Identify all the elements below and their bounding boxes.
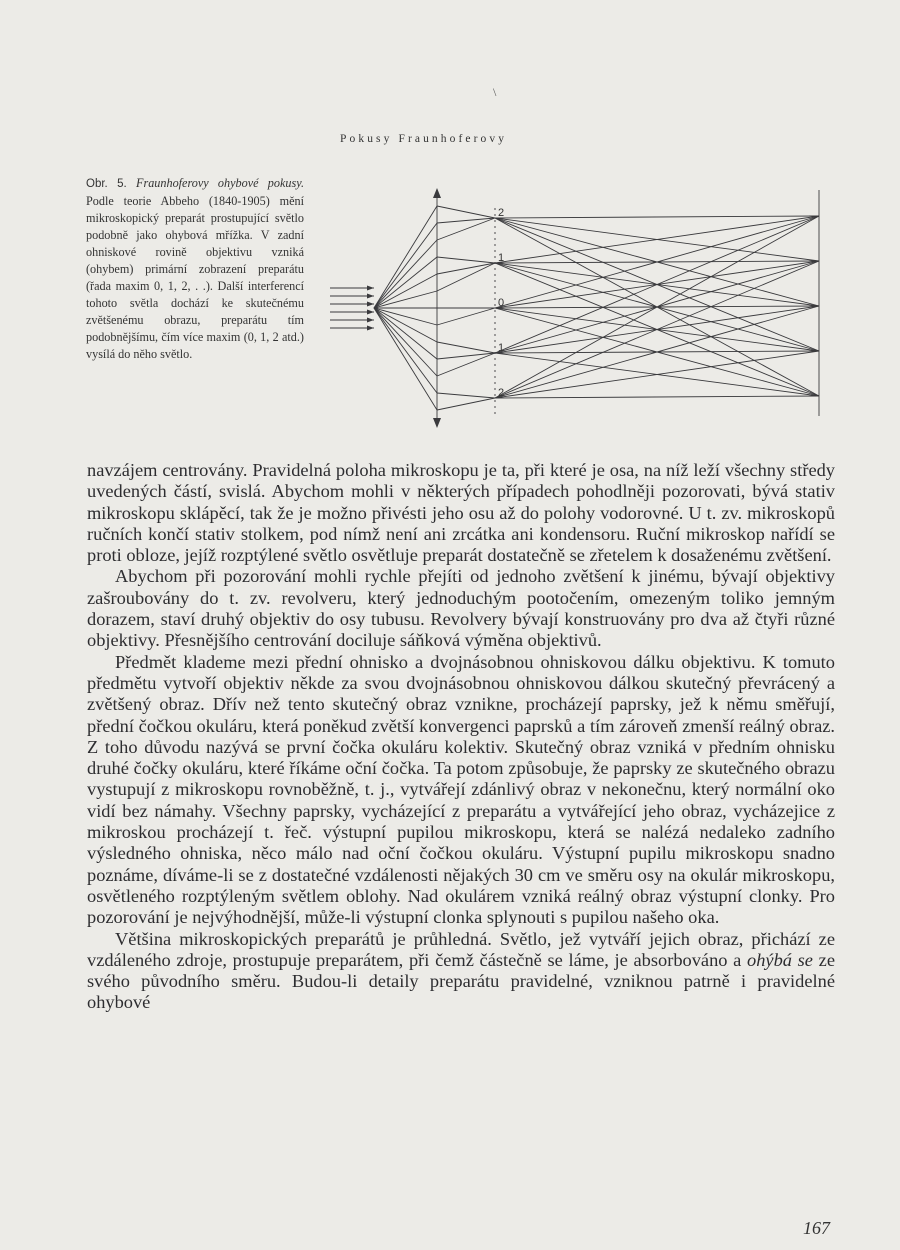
interference-ray [495, 216, 819, 263]
interference-ray [495, 396, 819, 398]
order-label: 1 [498, 252, 505, 264]
focused-ray [437, 393, 495, 398]
interference-ray [495, 261, 819, 398]
arrow-head-icon [433, 188, 441, 198]
page-number: 167 [803, 1218, 830, 1238]
focused-ray [437, 263, 495, 291]
interference-ray [495, 351, 819, 398]
diffracted-ray [374, 223, 437, 308]
diffracted-ray [374, 206, 437, 308]
order-label: 2 [498, 207, 505, 219]
focused-ray [437, 257, 495, 263]
focused-ray [437, 308, 495, 325]
interference-ray [495, 306, 819, 398]
interference-ray [495, 216, 819, 308]
paragraph: Abychom při pozorování mohli rychle přejíti od jednoho zvětšení k jinému, bývají objektivy zašroubovány do t. zv. revolveru, který jednoduchým pootočením, omezeným toliko jemným dorazem, staví druhý objektiv do osy tubusu. Revolvery bývají konstruovány pro dva až čtyři různé objektivy. Přesnějšího centrování dociluje sáňková výměna objektivů. [87, 566, 835, 651]
focused-ray [437, 263, 495, 274]
focused-ray [437, 342, 495, 353]
figure-caption [86, 175, 304, 363]
ray-arrow-icon [367, 286, 374, 291]
body-text [87, 460, 835, 1014]
diffracted-ray [374, 308, 437, 359]
diffraction-figure [322, 178, 832, 440]
diffracted-ray [374, 308, 437, 342]
order-label: 1 [498, 342, 505, 354]
emphasized-text: ohýbá se [747, 949, 813, 970]
diffracted-ray [374, 308, 437, 410]
ray-arrow-icon [367, 310, 374, 315]
ray-arrow-icon [367, 294, 374, 299]
paragraph-text: Většina mikroskopických preparátů je průhledná. Světlo, jež vytváří jejich obraz, přichází ze vzdáleného zdroje, prostupuje preparátem, při čemž částečně se láme, je absorbováno a [87, 928, 835, 970]
focused-ray [437, 206, 495, 218]
interference-ray [495, 216, 819, 218]
ray-arrow-icon [367, 318, 374, 323]
caption-label: Obr. 5. [86, 178, 127, 190]
ray-arrow-icon [367, 302, 374, 307]
order-label: 0 [498, 297, 505, 309]
interference-ray [495, 216, 819, 398]
focused-ray [437, 218, 495, 223]
diffraction-diagram [322, 178, 832, 440]
running-head: Pokusy Fraunhoferovy [340, 133, 508, 145]
interference-ray [495, 216, 819, 353]
ray-arrow-icon [367, 326, 374, 331]
paragraph: Předmět klademe mezi přední ohnisko a dvojnásobnou ohniskovou dálku objektivu. K tomuto předmětu vytvoří objektiv někde za svou dvojnásobnou ohniskovou dálkou skutečný převrácený a zvětšený obraz. Dřív než tento skutečný obraz vznikne, procházejí paprsky, jež k němu směřují, přední čočkou okuláru, která poněkud zvětší konvergenci paprsků a tím zároveň zmenší reálný obraz. Z toho důvodu nazývá se první čočka okuláru kolektiv. Skutečný obraz vzniká v předním ohnisku druhé čočky okuláru, které říkáme oční čočka. Ta potom způsobuje, že paprsky ze skutečného obrazu vystupují z mikroskopu rovnoběžně, t. j., vytvářejí zdánlivý obraz v nekonečnu, který normální oko vidí bez námahy. Všechny paprsky, vycházející z preparátu a vytvářející jeho obraz, vycházejice z mikroskou procházejí t. řeč. výstupní pupilou mikroskopu, která se nalézá nedaleko zadního výsledného ohniska, něco málo nad oční čočkou okuláru. Výstupní pupilu mikroskopu snadno poznáme, díváme-li se z dostatečné vzdálenosti nějakých 30 cm ve směru osy na okulár mikroskopu, osvětleného rozptýleným světlem oblohy. Nad okulárem vzniká reálný obraz výstupní clonky. Pro pozorování je nejvýhodnější, může-li výstupní clonka splynouti s pupilou našeho oka. [87, 651, 835, 928]
diffracted-ray [374, 308, 437, 393]
arrow-head-icon [433, 418, 441, 428]
stray-mark: \ [493, 85, 497, 99]
order-label: 2 [498, 387, 505, 399]
caption-title: Fraunhoferovy ohybové pokusy. [136, 176, 304, 190]
paragraph-text: ze svého původního směru. Budou-li detaily preparátu pravidelné, vzniknou patrně i pravidelné ohybové [87, 949, 835, 1013]
paragraph: navzájem centrovány. Pravidelná poloha mikroskopu je ta, při které je osa, na níž leží všechny středy uvedených částí, svislá. Abychom mohli v některých případech pohodlněji pozorovati, bývá stativ mikroskopu sklápěcí, tak že je možno přivésti jeho osu až do polohy vodorovné. U t. zv. mikroskopů ručních končí stativ stolkem, pod nímž není ani zrcátka ani kondensoru. Ruční mikroskop nařídí se proti obloze, jejíž rozptýlené světlo osvětluje preparát dostatečně se zřetelem k dosaženému zvětšení. [87, 460, 835, 566]
diffracted-ray [374, 274, 437, 308]
paragraph [87, 929, 835, 1014]
focused-ray [437, 218, 495, 240]
caption-text: Podle teorie Abbeho (1840-1905) mění mikroskopický preparát prostupující světlo podobně jako ohybová mřížka. V zadní ohniskové rovině objektivu vzniká (ohybem) primární zobrazení preparátu (řada maxim 0, 1, 2, . .). Další interferencí tohoto světla dochází ke skutečnému zvětšenému obrazu, preparátu tím podobnějšímu, čím více maxim (0, 1, 2 atd.) vysílá do něho světlo. [86, 194, 304, 361]
diffracted-ray [374, 257, 437, 308]
diffracted-ray [374, 240, 437, 308]
focused-ray [437, 398, 495, 410]
diffracted-ray [374, 308, 437, 376]
